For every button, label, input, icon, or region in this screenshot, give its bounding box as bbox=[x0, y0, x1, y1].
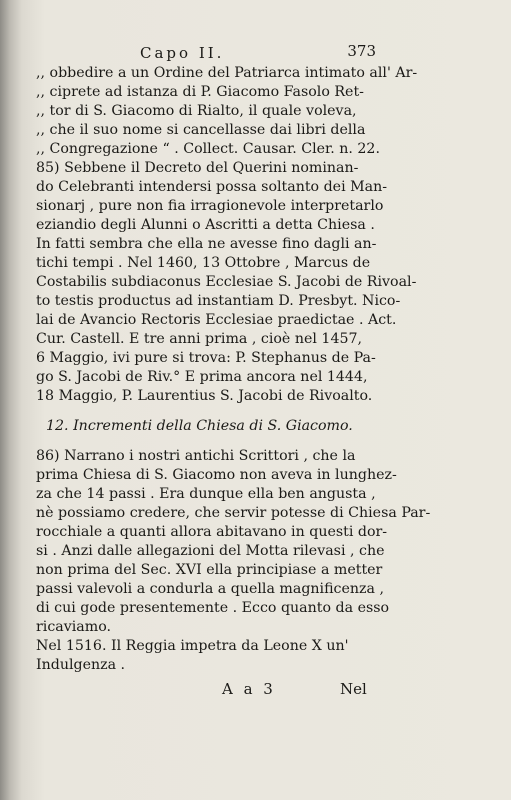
text-line: do Celebranti intendersi possa soltanto dei Man- bbox=[36, 179, 388, 195]
running-header bbox=[140, 42, 376, 66]
section-heading: 12. Incrementi della Chiesa di S. Giacomo. bbox=[46, 418, 353, 434]
text-line: si . Anzi dalle allegazioni del Motta rilevasi , che bbox=[36, 543, 385, 559]
text-line: rocchiale a quanti allora abitavano in questi dor- bbox=[36, 524, 388, 540]
signature-mark: A a 3 bbox=[222, 680, 276, 698]
text-line: Nel 1516. Il Reggia impetra da Leone X un' bbox=[36, 638, 349, 654]
text-line: ,, ciprete ad istanza di P. Giacomo Fasolo Ret- bbox=[36, 84, 364, 100]
body-text bbox=[36, 64, 456, 675]
text-line: ,, Congregazione “ . Collect. Causar. Cler. n. 22. bbox=[36, 141, 380, 157]
text-line: go S. Jacobi de Riv.° E prima ancora nel 1444, bbox=[36, 369, 368, 385]
text-line: tichi tempi . Nel 1460, 13 Ottobre , Marcus de bbox=[36, 255, 371, 271]
text-line: di cui gode presentemente . Ecco quanto da esso bbox=[36, 600, 390, 616]
text-line: sionarj , pure non fia irragionevole interpretarlo bbox=[36, 198, 384, 214]
page-footer bbox=[0, 680, 511, 702]
text-line: passi valevoli a condurla a quella magnificenza , bbox=[36, 581, 384, 597]
text-line: Cur. Castell. E tre anni prima , cioè nel 1457, bbox=[36, 331, 363, 347]
page-number: 373 bbox=[347, 42, 376, 60]
text-line: 18 Maggio, P. Laurentius S. Jacobi de Rivoalto. bbox=[36, 388, 373, 404]
text-line: 86) Narrano i nostri antichi Scrittori , che la bbox=[36, 448, 356, 464]
text-line: In fatti sembra che ella ne avesse fino dagli an- bbox=[36, 236, 377, 252]
text-line: 6 Maggio, ivi pure si trova: P. Stephanus de Pa- bbox=[36, 350, 376, 366]
chapter-title: Capo II. bbox=[140, 44, 225, 62]
text-line: ,, obbedire a un Ordine del Patriarca intimato all' Ar- bbox=[36, 65, 418, 81]
text-line: ,, che il suo nome si cancellasse dai libri della bbox=[36, 122, 366, 138]
text-line: Costabilis subdiaconus Ecclesiae S. Jacobi de Rivoal- bbox=[36, 274, 417, 290]
text-line: non prima del Sec. XVI ella principiase a metter bbox=[36, 562, 383, 578]
text-line: eziandio degli Alunni o Ascritti a detta Chiesa . bbox=[36, 217, 375, 233]
text-line: nè possiamo credere, che servir potesse di Chiesa Par- bbox=[36, 505, 431, 521]
text-line: za che 14 passi . Era dunque ella ben angusta , bbox=[36, 486, 376, 502]
text-line: 85) Sebbene il Decreto del Querini nominan- bbox=[36, 160, 359, 176]
text-line: Indulgenza . bbox=[36, 657, 126, 673]
text-line: prima Chiesa di S. Giacomo non aveva in lunghez- bbox=[36, 467, 397, 483]
catchword: Nel bbox=[340, 680, 367, 698]
text-line: ,, tor di S. Giacomo di Rialto, il quale voleva, bbox=[36, 103, 357, 119]
text-line: to testis productus ad instantiam D. Presbyt. Nico- bbox=[36, 293, 401, 309]
text-line: lai de Avancio Rectoris Ecclesiae praedictae . Act. bbox=[36, 312, 397, 328]
text-line: ricaviamo. bbox=[36, 619, 111, 635]
